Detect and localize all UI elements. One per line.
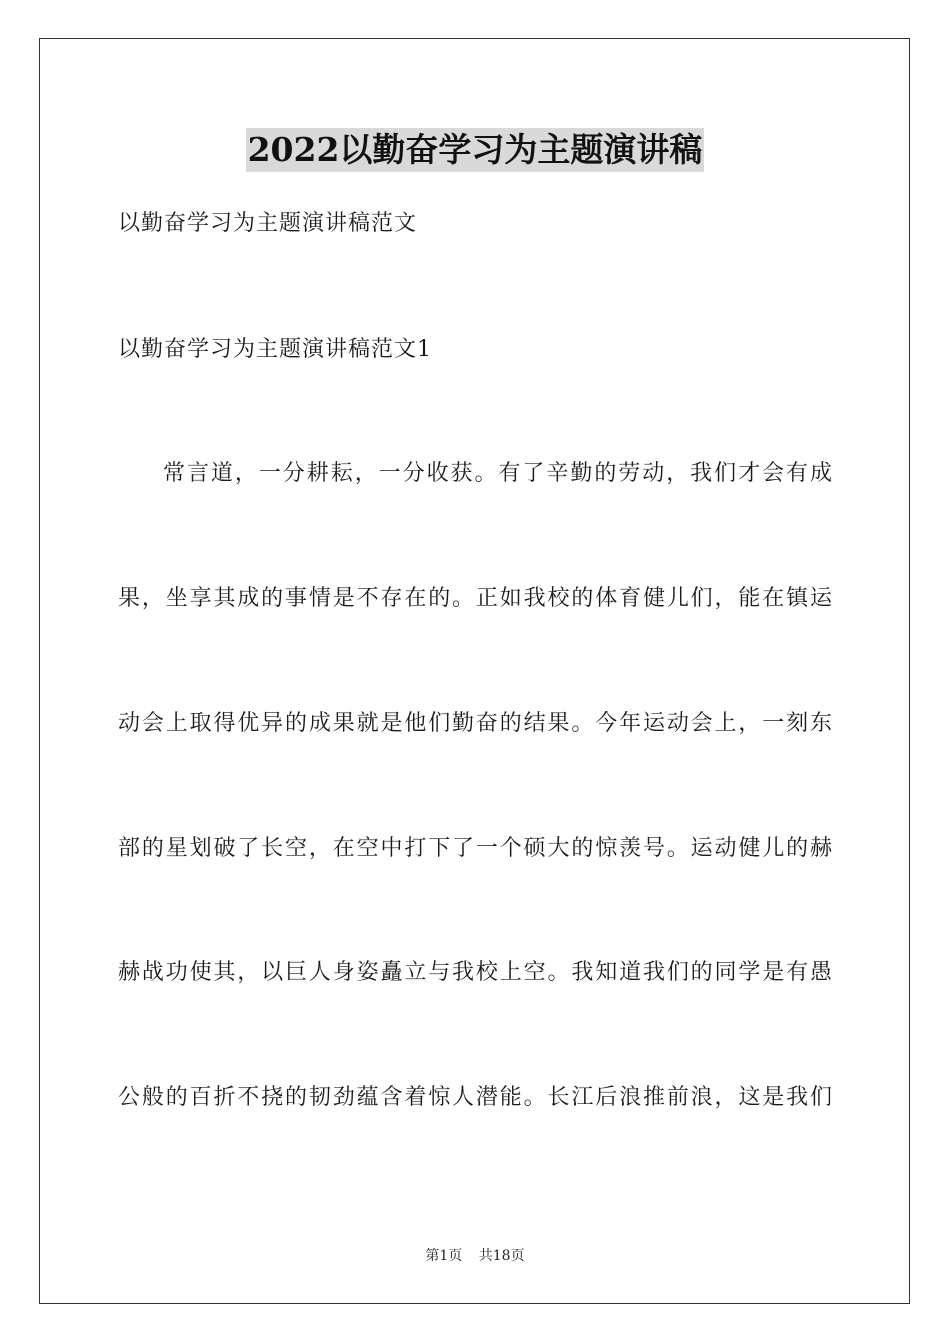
paragraph-line: 公般的百折不挠的韧劲蕴含着惊人潜能。长江后浪推前浪，这是我们 — [118, 1085, 832, 1110]
section-heading: 以勤奋学习为主题演讲稿范文1 — [118, 337, 432, 362]
page-number: 第1页 — [425, 1248, 463, 1264]
document-subtitle: 以勤奋学习为主题演讲稿范文 — [118, 211, 418, 236]
page-total: 共18页 — [478, 1248, 525, 1264]
paragraph-line: 赫战功使其，以巨人身姿矗立与我校上空。我知道我们的同学是有愚 — [118, 960, 832, 985]
title-container — [0, 128, 950, 172]
paragraph-line: 常言道，一分耕耘，一分收获。有了辛勤的劳动，我们才会有成 — [163, 461, 832, 486]
paragraph-line: 动会上取得优异的成果就是他们勤奋的结果。今年运动会上，一刻东 — [118, 711, 832, 736]
paragraph-line: 部的星划破了长空，在空中打下了一个硕大的惊羡号。运动健儿的赫 — [118, 836, 832, 861]
document-title: 2022以勤奋学习为主题演讲稿 — [246, 128, 705, 172]
page-footer — [0, 1246, 950, 1266]
paragraph-line: 果，坐享其成的事情是不存在的。正如我校的体育健儿们，能在镇运 — [118, 586, 832, 611]
